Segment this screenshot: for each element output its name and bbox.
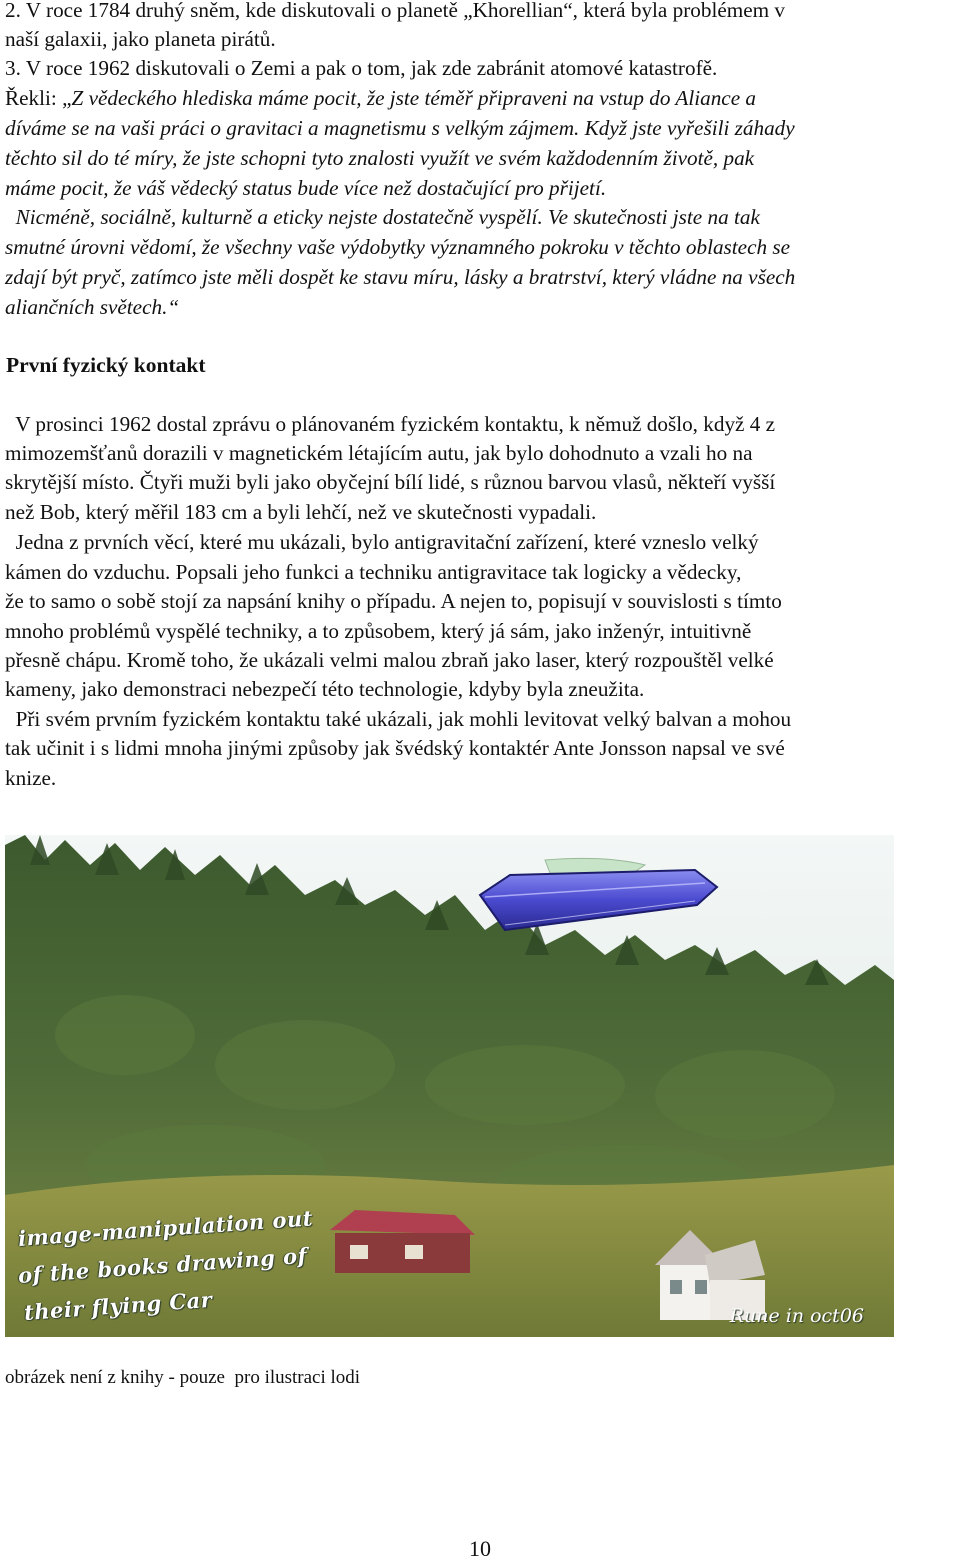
body-line-11: Při svém prvním fyzickém kontaktu také ukázali, jak mohli levitovat velký balvan a mohou: [5, 707, 792, 731]
body-line-9: přesně chápu. Kromě toho, že ukázali velmi malou zbraň jako laser, který rozpouštěl velké: [5, 648, 774, 672]
body-line-3: skrytější místo. Čtyři muži byli jako obyčejní bílí lidé, s různou barvou vlasů, někteří vyšší: [5, 470, 776, 494]
flying-ship-photo: [5, 835, 894, 1337]
photo-caption: obrázek není z knihy - pouze pro ilustraci lodi: [5, 1367, 361, 1388]
quote-line-6: smutné úrovni vědomí, že všechny vaše výdobytky významného pokroku v těchto oblastech se: [5, 235, 791, 259]
quote-intro: Řekli: „: [5, 86, 72, 110]
body-line-7: že to samo o sobě stojí za napsání knihy o případu. A nejen to, popisují v souvislosti s tímto: [5, 589, 782, 613]
body-line-2: mimozemšťanů dorazili v magnetickém létajícím autu, jak bylo dohodnuto a vzali ho na: [5, 441, 753, 465]
list-item-2-line-2: naší galaxii, jako planeta pirátů.: [5, 27, 276, 51]
body-line-12: tak učinit i s lidmi mnoha jinými způsoby jak švédský kontaktér Ante Jonsson napsal ve své: [5, 736, 785, 760]
photo-signature: Rune in oct06: [729, 1305, 864, 1327]
body-line-4: než Bob, který měřil 183 cm a byli lehčí, než ve skutečnosti vypadali.: [5, 500, 597, 524]
body-line-8: mnoho problémů vyspělé techniky, a to způsobem, který já sám, jako inženýr, intuitivně: [5, 619, 752, 643]
watermark-line-1: image-manipulation out: [17, 1205, 314, 1251]
watermark-line-2: of the books drawing of: [17, 1242, 308, 1288]
body-line-13: knize.: [5, 766, 57, 790]
quote-line-4: máme pocit, že váš vědecký status bude více než dostačující pro přijetí.: [5, 176, 607, 200]
watermark-line-3: their flying Car: [23, 1286, 214, 1325]
section-heading: První fyzický kontakt: [6, 353, 206, 377]
quote-line-7: zdají být pryč, zatímco jste měli dospět ke stavu míru, lásky a bratrství, který vládne na všech: [5, 265, 796, 289]
quote-line-3: těchto sil do té míry, že jste schopni tyto znalosti využít ve svém každodenním životě, pak: [5, 146, 755, 170]
quote-text: Z vědeckého hlediska máme pocit, že jste téměř připraveni na vstup do Aliance a: [71, 86, 756, 110]
quote-line-2: díváme se na vaši práci o gravitaci a magnetismu s velkým zájmem. Když jste vyřešili záhady: [5, 116, 795, 140]
body-line-1: V prosinci 1962 dostal zprávu o plánovaném fyzickém kontaktu, k němuž došlo, když 4 z: [5, 412, 776, 436]
quote-line-1: [5, 83, 756, 113]
list-item-2-line-1: 2. V roce 1784 druhý sněm, kde diskutovali o planetě „Khorellian“, která byla problémem v: [5, 0, 786, 22]
page-number: 10: [469, 1536, 491, 1561]
body-line-10: kameny, jako demonstraci nebezpečí této technologie, kdyby byla zneužita.: [5, 677, 645, 701]
body-line-6: kámen do vzduchu. Popsali jeho funkci a techniku antigravitace tak logicky a vědecky,: [5, 560, 742, 584]
quote-line-8: aliančních světech.“: [5, 295, 180, 319]
quote-line-5: Nicméně, sociálně, kulturně a eticky nejste dostatečně vyspělí. Ve skutečnosti jste na tak: [5, 205, 760, 229]
list-item-3: 3. V roce 1962 diskutovali o Zemi a pak o tom, jak zde zabránit atomové katastrofě.: [5, 56, 718, 80]
body-line-5: Jedna z prvních věcí, které mu ukázali, bylo antigravitační zařízení, které vzneslo velký: [5, 530, 759, 554]
